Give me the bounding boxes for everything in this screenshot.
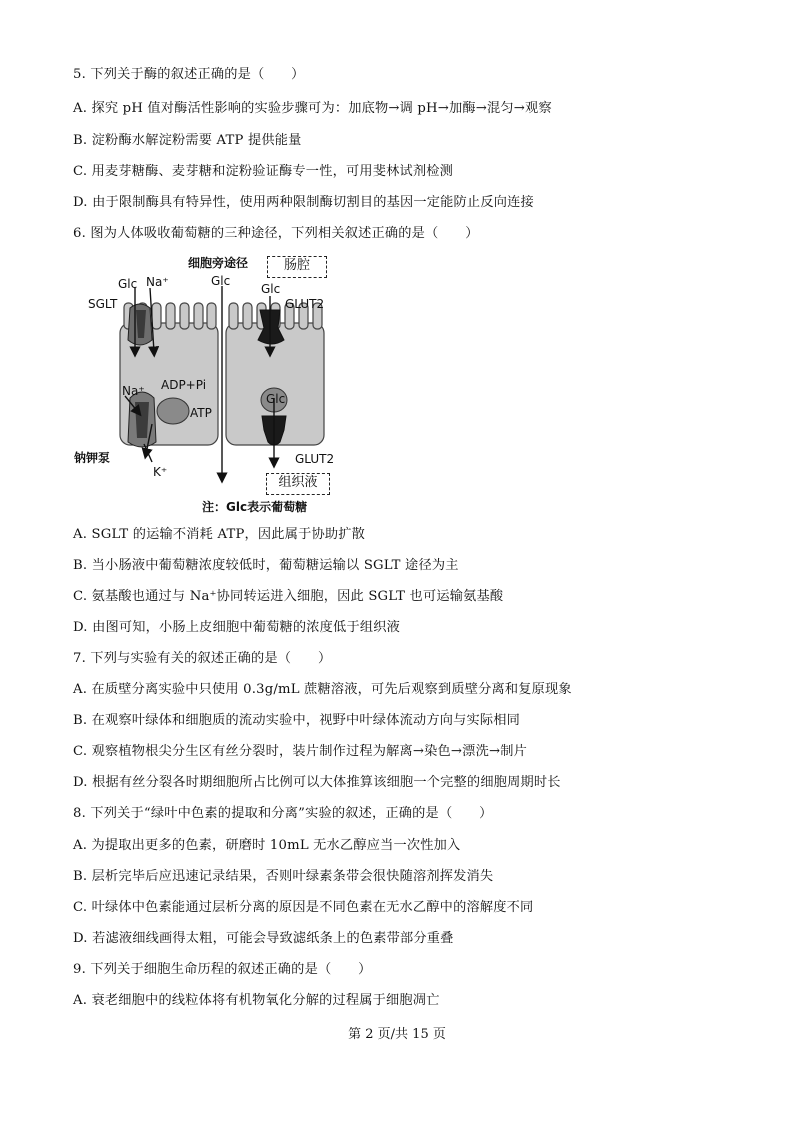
label-na-pump: Na⁺ xyxy=(122,384,145,398)
label-glc-sglt: Glc xyxy=(118,277,138,291)
q7-option-a: A. 在质壁分离实验中只使用 0.3g/mL 蔗糖溶液，可先后观察到质壁分离和复原现象 xyxy=(73,682,572,697)
q6-option-c: C. 氨基酸也通过与 Na⁺协同转运进入细胞，因此 SGLT 也可运输氨基酸 xyxy=(73,589,504,604)
label-glut2-top: GLUT2 xyxy=(285,297,325,311)
q8-option-a: A. 为提取出更多的色素，研磨时 10mL 无水乙醇应当一次性加入 xyxy=(73,838,461,853)
glucose-absorption-figure xyxy=(74,248,360,518)
q7-option-c: C. 观察植物根尖分生区有丝分裂时，装片制作过程为解离→染色→漂洗→制片 xyxy=(73,744,527,759)
q5-option-b: B. 淀粉酶水解淀粉需要 ATP 提供能量 xyxy=(73,133,302,148)
label-k: K⁺ xyxy=(153,465,168,479)
q5-stem: 5. 下列关于酶的叙述正确的是（ ） xyxy=(73,67,305,82)
label-paracellular-pathway: 细胞旁途径 xyxy=(188,256,249,270)
q5-option-d: D. 由于限制酶具有特异性，使用两种限制酶切割目的基因一定能防止反向连接 xyxy=(73,195,534,210)
q5-option-a: A. 探究 pH 值对酶活性影响的实验步骤可为：加底物→调 pH→加酶→混匀→观察 xyxy=(73,101,552,116)
label-atp: ATP xyxy=(190,406,212,420)
q6-option-a: A. SGLT 的运输不消耗 ATP，因此属于协助扩散 xyxy=(73,527,366,542)
q8-option-b: B. 层析完毕后应迅速记录结果，否则叶绿素条带会很快随溶剂挥发消失 xyxy=(73,869,494,884)
q9-option-a: A. 衰老细胞中的线粒体将有机物氧化分解的过程属于细胞凋亡 xyxy=(73,993,440,1008)
label-glc-glut2-top: Glc xyxy=(261,282,281,296)
label-na-k-pump: 钠钾泵 xyxy=(74,451,111,465)
q8-option-d: D. 若滤液细线画得太粗，可能会导致滤纸条上的色素带部分重叠 xyxy=(73,931,454,946)
q7-option-d: D. 根据有丝分裂各时期细胞所占比例可以大体推算该细胞一个完整的细胞周期时长 xyxy=(73,775,561,790)
q6-option-d: D. 由图可知，小肠上皮细胞中葡萄糖的浓度低于组织液 xyxy=(73,620,400,635)
q7-stem: 7. 下列与实验有关的叙述正确的是（ ） xyxy=(73,651,332,666)
label-glut2-bottom: GLUT2 xyxy=(295,452,335,466)
label-sglt: SGLT xyxy=(88,297,118,311)
q6-option-b: B. 当小肠液中葡萄糖浓度较低时，葡萄糖运输以 SGLT 途径为主 xyxy=(73,558,459,573)
q7-option-b: B. 在观察叶绿体和细胞质的流动实验中，视野中叶绿体流动方向与实际相同 xyxy=(73,713,521,728)
q9-stem: 9. 下列关于细胞生命历程的叙述正确的是（ ） xyxy=(73,962,372,977)
label-adp-pi: ADP+Pi xyxy=(161,378,207,392)
label-glc-glut2-bottom: Glc xyxy=(266,392,286,406)
label-tissue-fluid: 组织液 xyxy=(266,473,330,495)
page-footer: 第 2 页/共 15 页 xyxy=(348,1027,446,1042)
label-intestinal-lumen: 肠腔 xyxy=(267,256,327,278)
q8-option-c: C. 叶绿体中色素能通过层析分离的原因是不同色素在无水乙醇中的溶解度不同 xyxy=(73,900,534,915)
q8-stem: 8. 下列关于“绿叶中色素的提取和分离”实验的叙述，正确的是（ ） xyxy=(73,806,493,821)
figure-note: 注：Glc表示葡萄糖 xyxy=(202,500,308,514)
label-glc-paracellular: Glc xyxy=(211,274,231,288)
q5-option-c: C. 用麦芽糖酶、麦芽糖和淀粉验证酶专一性，可用斐林试剂检测 xyxy=(73,164,454,179)
q6-stem: 6. 图为人体吸收葡萄糖的三种途径，下列相关叙述正确的是（ ） xyxy=(73,226,479,241)
label-na-sglt: Na⁺ xyxy=(146,275,169,289)
